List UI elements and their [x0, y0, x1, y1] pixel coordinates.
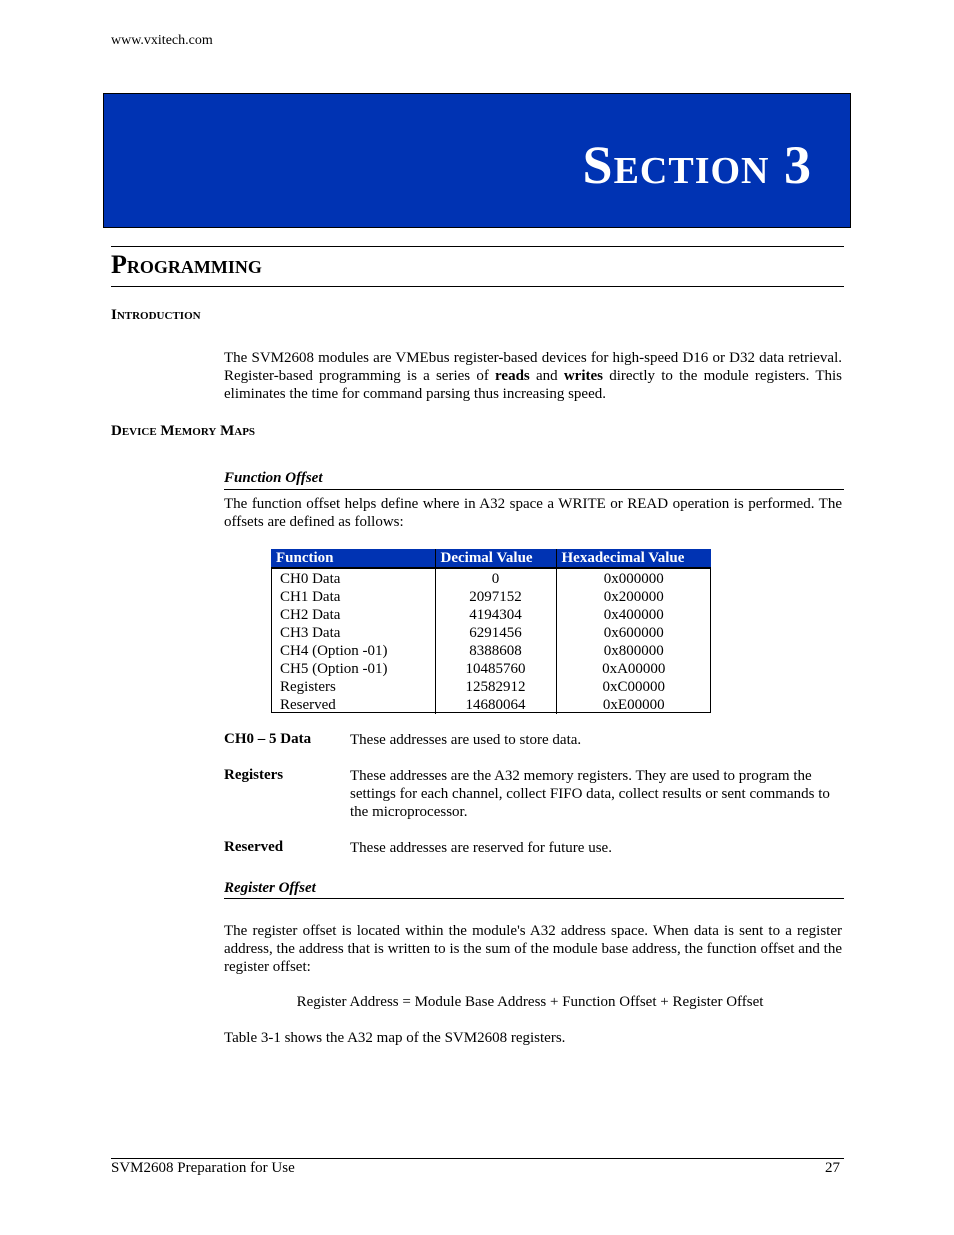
register-address-formula: Register Address = Module Base Address + Function Offset + Register Offset — [296, 994, 764, 1010]
intro-text-1: The SVM2608 modules are VMEbus register-based devices for high-speed D16 or D32 data retrieval. Register-based programming is a series of — [224, 350, 842, 384]
function-offset-heading: Function Offset — [224, 470, 323, 486]
table-row — [271, 660, 711, 678]
table-row — [271, 624, 711, 642]
register-offset-heading: Register Offset — [224, 880, 316, 896]
header-decimal: Decimal Value — [435, 549, 556, 568]
def-reserved: These addresses are reserved for future use. — [350, 840, 612, 856]
chapter-rule-top — [111, 246, 844, 247]
term-ch-data: CH0 – 5 Data — [224, 731, 312, 747]
cell-function: CH5 (Option -01) — [271, 660, 435, 678]
function-offset-table — [271, 549, 711, 714]
footer-title: SVM2608 Preparation for Use — [111, 1160, 295, 1176]
cell-hex: 0x000000 — [603, 571, 664, 587]
cell-decimal: 10485760 — [435, 660, 556, 678]
register-offset-rule — [224, 898, 844, 899]
cell-function: CH4 (Option -01) — [271, 642, 435, 660]
register-offset-text: The register offset is located within the module's A32 address space. When data is sent to a register address, the address that is written to is the sum of the module base address, the function offset and the register offset: — [224, 923, 842, 975]
register-table-note: Table 3-1 shows the A32 map of the SVM2608 registers. — [224, 1030, 566, 1046]
cell-decimal: 2097152 — [435, 588, 556, 606]
section-banner — [103, 93, 851, 228]
section-title: Section 3 — [582, 135, 812, 195]
def-ch-data: These addresses are used to store data. — [350, 732, 582, 748]
chapter-rule-bottom — [111, 286, 844, 287]
table-header-row — [271, 549, 711, 568]
header-hex: Hexadecimal Value — [556, 549, 711, 568]
def-registers: These addresses are the A32 memory registers. They are used to program the settings for each channel, collect FIFO data, collect results or sent commands to the microprocessor. — [350, 768, 830, 820]
cell-hex: 0x200000 — [603, 589, 664, 605]
intro-reads: reads — [495, 368, 530, 384]
cell-decimal: 4194304 — [435, 606, 556, 624]
intro-heading: Introduction — [111, 307, 201, 323]
intro-text-2: directly to the module registers. This eliminates the time for command parsing thus increasing speed. — [224, 368, 842, 402]
table-row — [271, 678, 711, 696]
intro-paragraph — [224, 349, 842, 403]
cell-function: CH3 Data — [271, 624, 435, 642]
memory-maps-heading: Device Memory Maps — [111, 423, 256, 439]
footer-rule — [111, 1158, 844, 1159]
cell-hex: 0xE00000 — [602, 697, 665, 713]
table-row — [271, 696, 711, 714]
cell-function: Reserved — [271, 696, 435, 714]
table-row — [271, 606, 711, 624]
cell-decimal: 6291456 — [435, 624, 556, 642]
cell-hex: 0x400000 — [603, 607, 664, 623]
term-registers: Registers — [224, 767, 284, 783]
cell-decimal: 12582912 — [435, 678, 556, 696]
cell-decimal: 8388608 — [435, 642, 556, 660]
cell-function: CH1 Data — [271, 588, 435, 606]
cell-hex: 0x800000 — [603, 643, 664, 659]
cell-function: Registers — [271, 678, 435, 696]
cell-function: CH0 Data — [271, 568, 435, 588]
table-row — [271, 568, 711, 588]
header-url: www.vxitech.com — [111, 33, 213, 48]
chapter-title: Programming — [111, 250, 262, 279]
cell-decimal: 14680064 — [435, 696, 556, 714]
table-row — [271, 588, 711, 606]
header-function: Function — [271, 549, 435, 568]
cell-function: CH2 Data — [271, 606, 435, 624]
intro-writes: writes — [563, 368, 603, 384]
cell-hex: 0xA00000 — [602, 661, 666, 677]
cell-decimal: 0 — [435, 568, 556, 588]
intro-and: and — [529, 368, 564, 384]
term-reserved: Reserved — [224, 839, 284, 855]
function-offset-rule — [224, 489, 844, 490]
page-number: 27 — [825, 1160, 840, 1176]
cell-hex: 0xC00000 — [602, 679, 665, 695]
cell-hex: 0x600000 — [603, 625, 664, 641]
table-row — [271, 642, 711, 660]
function-offset-text: The function offset helps define where in A32 space a WRITE or READ operation is performed. The offsets are defined as follows: — [224, 496, 842, 530]
